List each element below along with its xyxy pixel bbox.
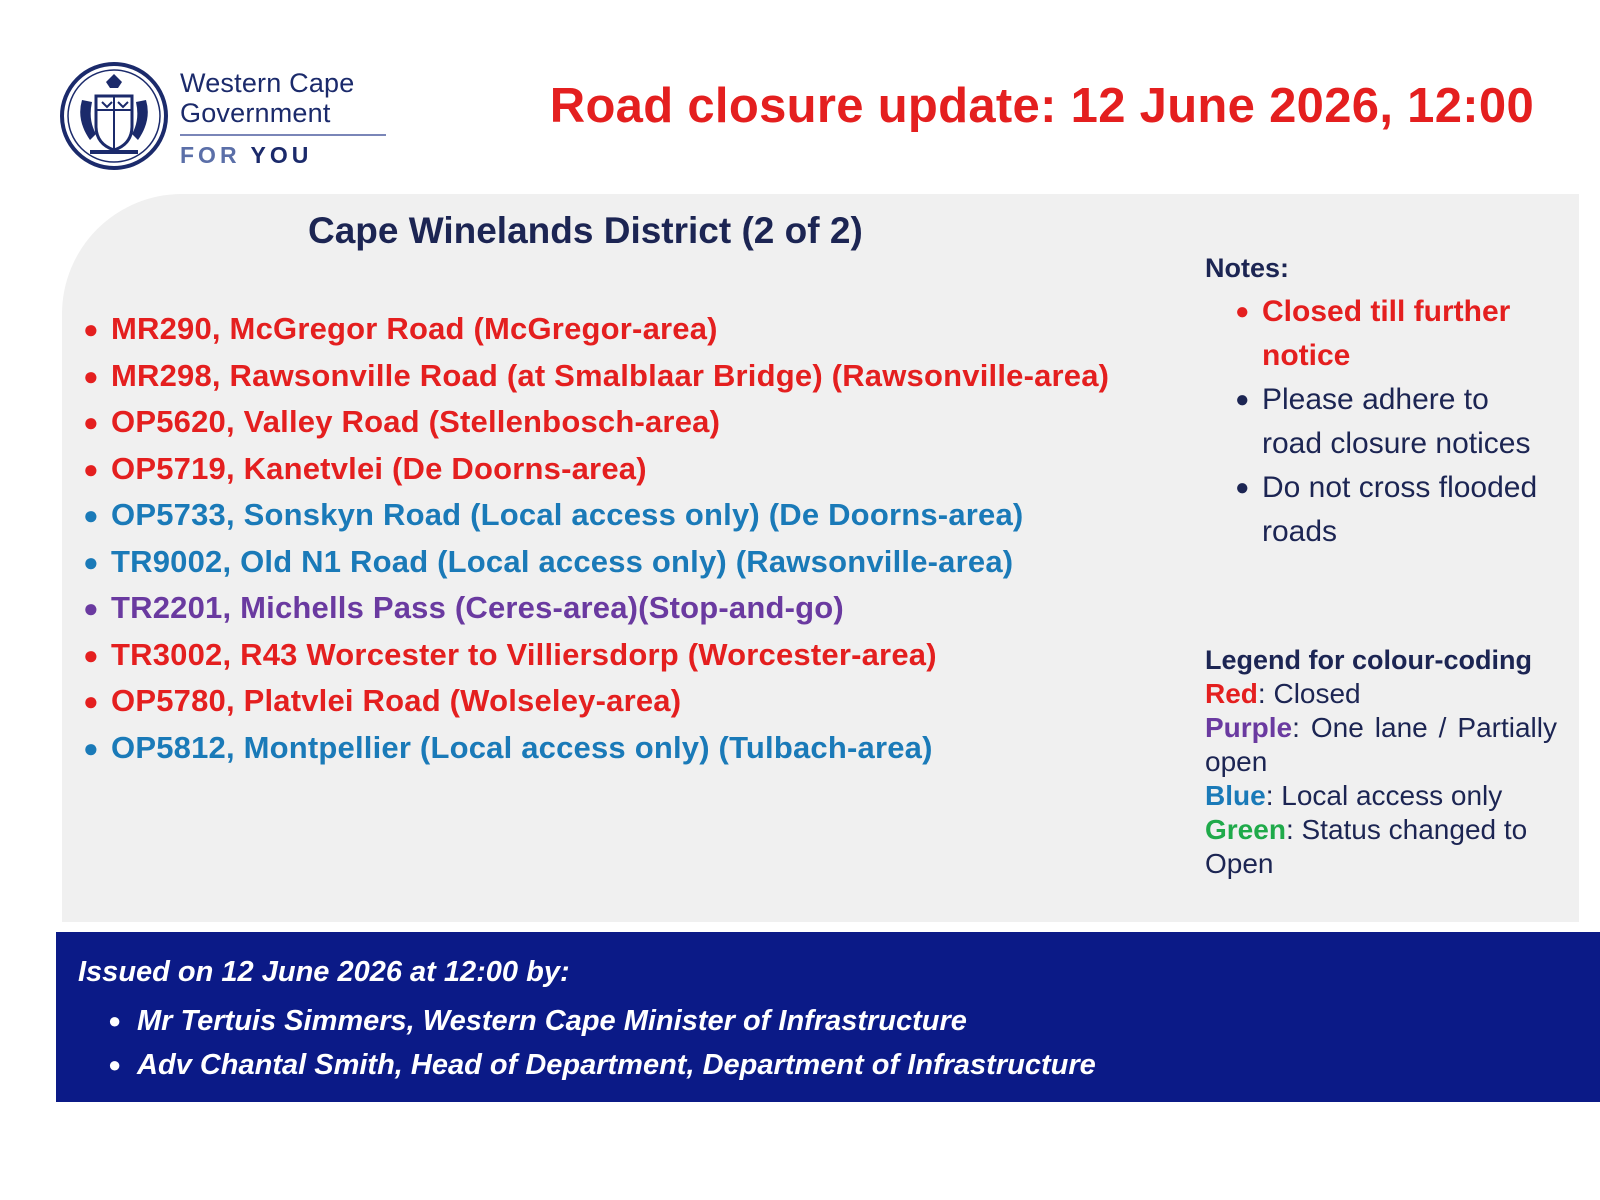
legend-key: Purple <box>1205 712 1293 743</box>
road-item-text: TR2201, Michells Pass (Ceres-area)(Stop-and-go) <box>111 590 844 625</box>
road-item <box>80 353 1140 400</box>
logo-line-1: Western Cape <box>180 68 355 98</box>
legend-row-green: Green: Status changed to Open <box>1205 814 1528 879</box>
signer-text: Mr Tertuis Simmers, Western Cape Minister of Infrastructure <box>137 1005 967 1037</box>
notes-section <box>1205 250 1557 554</box>
legend-key: Red <box>1205 678 1258 709</box>
bullet-icon: ● <box>1235 386 1250 413</box>
legend-key: Green <box>1205 814 1286 845</box>
road-item-text: OP5733, Sonskyn Road (Local access only) (De Doorns-area) <box>111 497 1024 532</box>
road-item-text: OP5780, Platvlei Road (Wolseley-area) <box>111 683 682 718</box>
note-item <box>1205 290 1557 378</box>
road-item-text: OP5812, Montpellier (Local access only) (Tulbach-area) <box>111 729 933 765</box>
bullet-icon: ● <box>83 314 99 344</box>
note-item-text: Please adhere to road closure notices <box>1262 383 1531 460</box>
district-heading: Cape Winelands District (2 of 2) <box>308 210 863 251</box>
signer-item <box>108 999 1096 1043</box>
road-item <box>80 446 1140 493</box>
notes-title: Notes: <box>1205 253 1290 283</box>
legend-row-red: Red: Closed <box>1205 678 1361 709</box>
road-item <box>80 306 1140 353</box>
logo-tag-you: YOU <box>250 142 313 168</box>
legend-row-purple: Purple: One lane / Partially open <box>1205 712 1557 777</box>
bullet-icon: ● <box>83 453 99 484</box>
bullet-icon: ● <box>83 732 99 763</box>
legend-key: Blue <box>1205 780 1266 811</box>
logo-tag-for: FOR <box>180 142 241 168</box>
note-item-text: Do not cross flooded roads <box>1262 471 1538 548</box>
legend-desc: Closed <box>1273 678 1361 709</box>
legend-row-blue: Blue: Local access only <box>1205 780 1503 811</box>
road-item-text: TR9002, Old N1 Road (Local access only) (Rawsonville-area) <box>111 543 1014 579</box>
signer-item <box>108 1043 1096 1087</box>
bullet-icon: ● <box>83 639 99 670</box>
road-item-text: OP5620, Valley Road (Stellenbosch-area) <box>111 404 721 439</box>
legend-desc: One lane / Partially open <box>1205 712 1557 777</box>
road-item <box>80 725 1140 772</box>
road-item <box>80 492 1140 539</box>
bullet-icon: ● <box>83 407 99 437</box>
bullet-icon: ● <box>1235 474 1250 501</box>
bullet-icon: ● <box>83 360 99 391</box>
road-item-text: OP5719, Kanetvlei (De Doorns-area) <box>111 450 647 486</box>
issued-line: Issued on 12 June 2026 at 12:00 by: <box>78 956 570 988</box>
road-closure-list <box>80 306 1140 771</box>
notes-list <box>1205 290 1557 554</box>
logo-tagline <box>180 142 388 169</box>
note-item <box>1205 378 1557 466</box>
road-item-text: MR298, Rawsonville Road (at Smalblaar Bridge) (Rawsonville-area) <box>111 357 1110 393</box>
signer-list <box>108 999 1096 1087</box>
bullet-icon: ● <box>108 1052 122 1077</box>
road-item-text: MR290, McGregor Road (McGregor-area) <box>111 311 718 346</box>
coat-of-arms-icon <box>58 60 170 172</box>
bullet-icon: ● <box>108 1008 122 1033</box>
bullet-icon: ● <box>1235 298 1250 325</box>
page-title: Road closure update: 12 June 2026, 12:00 <box>549 79 1534 133</box>
road-item-text: TR3002, R43 Worcester to Villiersdorp (Worcester-area) <box>111 636 937 672</box>
road-item <box>80 585 1140 632</box>
road-item <box>80 399 1140 446</box>
legend-desc: Local access only <box>1281 780 1503 811</box>
bullet-icon: ● <box>83 500 99 530</box>
logo-divider <box>180 134 386 136</box>
road-item <box>80 539 1140 586</box>
legend-title: Legend for colour-coding <box>1205 645 1532 675</box>
wcg-logo <box>58 60 388 172</box>
road-item <box>80 678 1140 725</box>
bullet-icon: ● <box>83 686 99 716</box>
road-item <box>80 632 1140 679</box>
logo-line-2: Government <box>180 98 331 128</box>
note-item-text: Closed till further notice <box>1262 295 1511 372</box>
issued-by-banner <box>56 932 1600 1102</box>
note-item <box>1205 466 1557 554</box>
bullet-icon: ● <box>83 546 99 577</box>
colour-legend <box>1205 643 1557 881</box>
legend-desc: Status changed to Open <box>1205 814 1528 879</box>
signer-text: Adv Chantal Smith, Head of Department, Department of Infrastructure <box>137 1049 1096 1081</box>
bullet-icon: ● <box>83 593 99 623</box>
